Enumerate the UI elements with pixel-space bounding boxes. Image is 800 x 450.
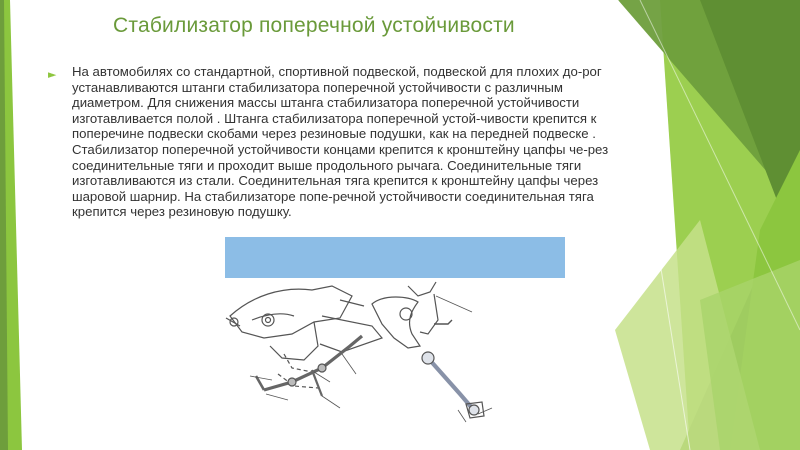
slide-title: Стабилизатор поперечной устойчивости	[113, 14, 515, 37]
blue-overlay-box	[225, 237, 565, 278]
bullet-arrow-icon: ►	[48, 68, 57, 81]
stabilizer-diagram-illustration	[222, 276, 512, 450]
slide-body-text: На автомобилях со стандартной, спортивной подвеской, подвеской для плохих до-рог устанавливаются штанги стабилизатора поперечной устойчивости с различным диаметром. Для снижения массы штанга стабилизатора поперечной устойчивости изготавливается полой . Штанга стабилизатора поперечной устой-чивости крепится к поперечине подвески скобами через резиновые подушки, как на передней подвеске . Стабилизатор поперечной устойчивости концами крепится к кронштейну цапфы че-рез соединительные тяги и проходит выше продольного рычага. Соединительные тяги изготавливаются из стали. Соединительная тяга крепится к кронштейну цапфы через шаровой шарнир. На стабилизаторе попе-речной устойчивости соединительная тяга крепится через резиновую подушку.	[72, 64, 609, 220]
